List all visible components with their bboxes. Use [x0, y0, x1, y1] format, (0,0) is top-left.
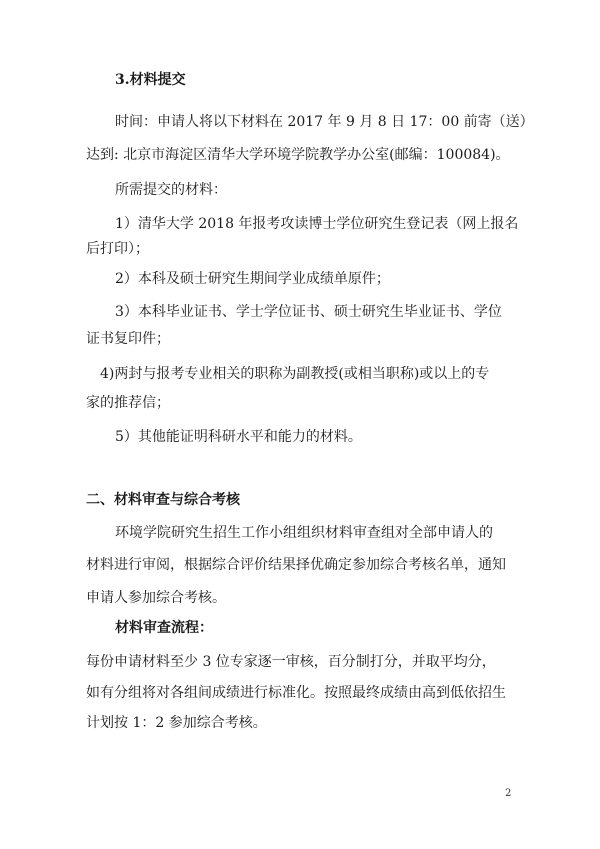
page-number: 2: [505, 788, 512, 799]
material-item-1-line-1: 1）清华大学 2018 年报考攻读博士学位研究生登记表（网上报名: [115, 216, 519, 232]
material-item-5: 5）其他能证明科研水平和能力的材料。: [115, 429, 362, 445]
review-paragraph-line-3: 申请人参加综合考核。: [86, 590, 226, 606]
process-paragraph-line-3: 计划按 1：2 参加综合考核。: [86, 715, 267, 731]
required-materials-intro: 所需提交的材料：: [115, 182, 227, 198]
submission-time-line-1: 时间：申请人将以下材料在 2017 年 9 月 8 日 17：00 前寄（送）: [115, 114, 534, 130]
review-paragraph-line-1: 环境学院研究生招生工作小组组织材料审查组对全部申请人的: [115, 525, 493, 541]
review-process-heading: 材料审查流程：: [115, 620, 213, 636]
process-paragraph-line-2: 如有分组将对各组间成绩进行标准化。按照最终成绩由高到低依招生: [86, 685, 506, 701]
material-item-4-line-1: 4)两封与报考专业相关的职称为副教授(或相当职称)或以上的专: [100, 366, 490, 382]
review-paragraph-line-2: 材料进行审阅，根据综合评价结果择优确定参加综合考核名单，通知: [86, 557, 506, 573]
material-item-4-line-2: 家的推荐信；: [86, 395, 170, 411]
material-item-2: 2）本科及硕士研究生期间学业成绩单原件；: [115, 271, 390, 287]
submission-time-line-2: 达到: 北京市海淀区清华大学环境学院教学办公室(邮编：100084)。: [86, 147, 510, 163]
material-item-3-line-2: 证书复印件；: [86, 331, 170, 347]
section-2-heading: 二、材料审查与综合考核: [86, 492, 240, 508]
material-item-1-line-2: 后打印）；: [86, 241, 149, 257]
process-paragraph-line-1: 每份申请材料至少 3 位专家逐一审核，百分制打分，并取平均分，: [86, 654, 496, 670]
section-3-heading: 3.材料提交: [115, 72, 186, 88]
material-item-3-line-1: 3）本科毕业证书、学士学位证书、硕士研究生毕业证书、学位: [115, 304, 502, 320]
